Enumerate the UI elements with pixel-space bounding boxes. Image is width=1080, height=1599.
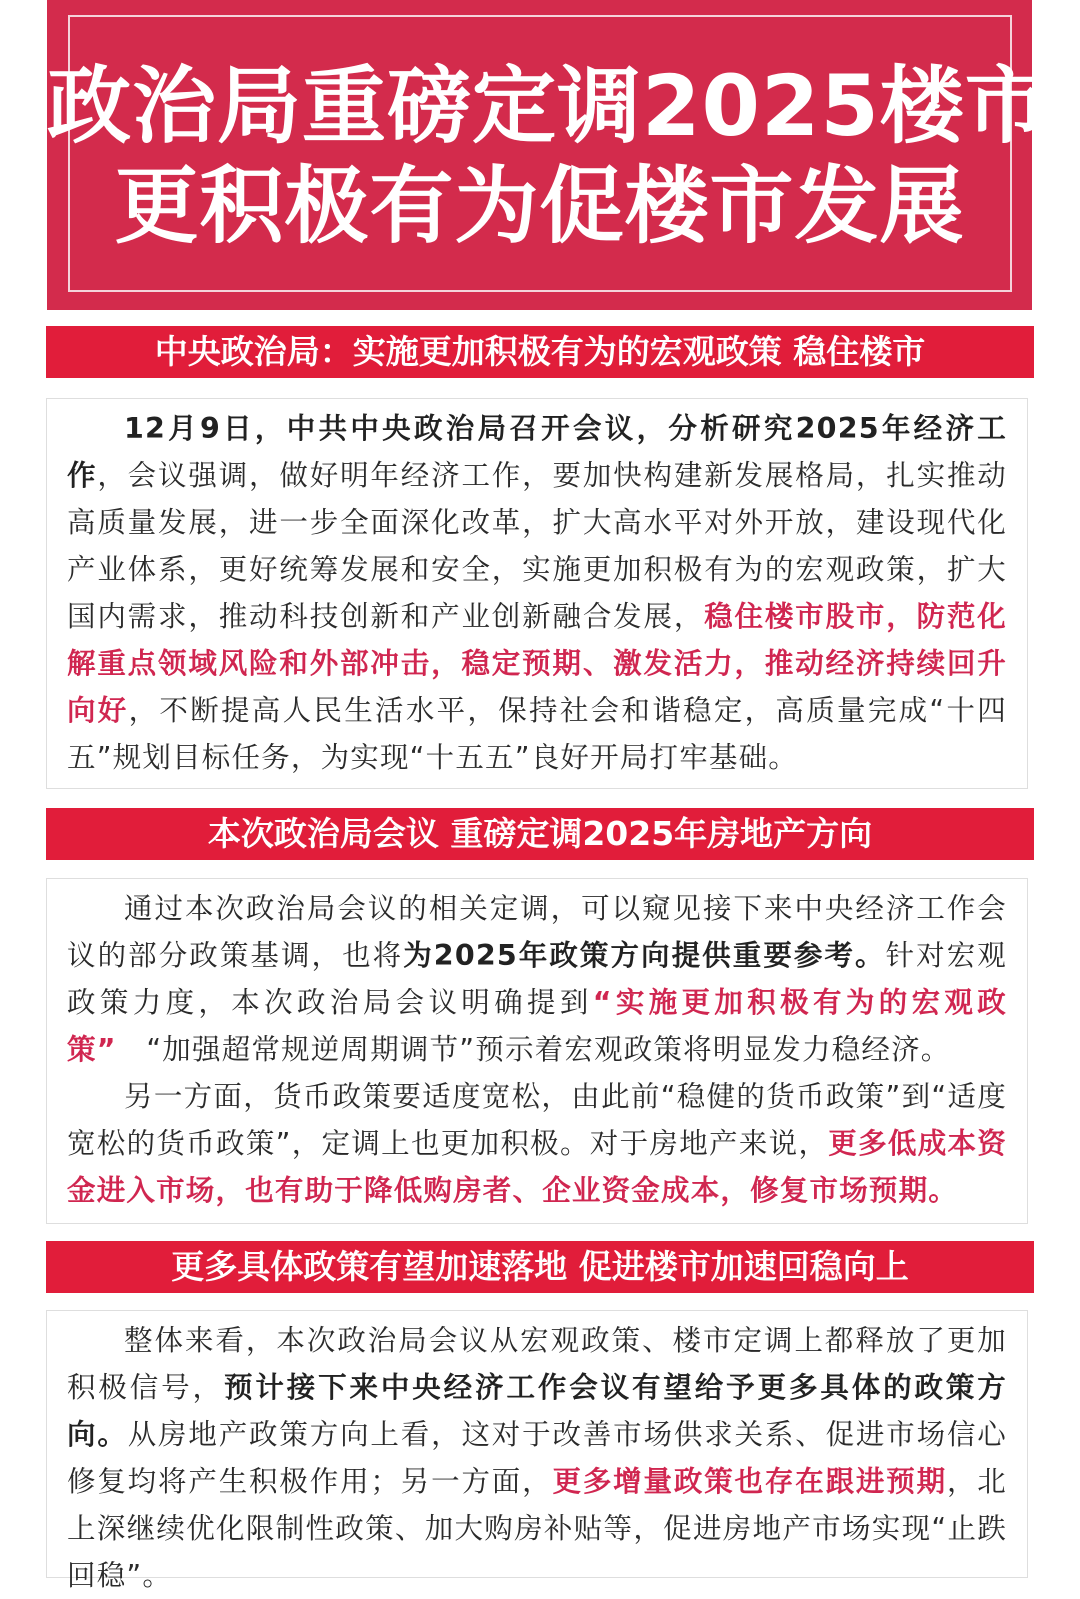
section-body-3 [46, 1310, 1028, 1592]
bold-text: 为2025年政策方向提供重要参考。 [403, 939, 886, 972]
text: 从房地产政策方向上看，这对于改善市场供求关系、促进市场信心修复均将产生积极作用；另一方面， [67, 1418, 1007, 1498]
bold-text: 预计接下来中央经济工作会议有望给予更多具体的政策方向。 [67, 1371, 1007, 1451]
paragraph [67, 885, 1007, 1073]
text: 针对宏观政策力度，本次政治局会议明确提到 [67, 939, 1007, 1019]
section-header-2: 本次政治局会议 重磅定调2025年房地产方向 [46, 808, 1034, 860]
paragraph [67, 1317, 1007, 1599]
section-header-3: 更多具体政策有望加速落地 促进楼市加速回稳向上 [46, 1241, 1034, 1293]
section-body-1 [46, 398, 1028, 789]
section-body-2 [46, 878, 1028, 1224]
text: “加强超常规逆周期调节”预示着宏观政策将明显发力稳经济。 [116, 1033, 951, 1066]
text: ，会议强调，做好明年经济工作，要加快构建新发展格局，扎实推动高质量发展，进一步全面深化改革，扩大高水平对外开放，建设现代化产业体系，更好统筹发展和安全，实施更加积极有为的宏观政策，扩大国内需求，推动科技创新和产业创新融合发展， [67, 459, 1007, 633]
paragraph [67, 1073, 1007, 1214]
highlight-text: “实施更加积极有为的宏观政策” [67, 986, 1007, 1066]
title-banner [47, 0, 1050, 310]
text: ，不断提高人民生活水平，保持社会和谐稳定，高质量完成“十四五”规划目标任务，为实现“十五五”良好开局打牢基础。 [67, 694, 1007, 774]
bold-text: 12月9日，中共中央政治局召开会议，分析研究2025年经济工作 [67, 412, 1007, 492]
text: ，北上深继续优化限制性政策、加大购房补贴等，促进房地产市场实现“止跌回稳”。 [67, 1465, 1007, 1592]
highlight-text: 更多增量政策也存在跟进预期 [552, 1465, 947, 1498]
section-header-1: 中央政治局：实施更加积极有为的宏观政策 稳住楼市 [46, 326, 1034, 378]
text: 通过本次政治局会议的相关定调，可以窥见接下来中央经济工作会议的部分政策基调，也将 [67, 892, 1007, 972]
highlight-text: 稳住楼市股市，防范化解重点领域风险和外部冲击，稳定预期、激发活力，推动经济持续回升向好 [67, 600, 1007, 727]
title-line-1: 政治局重磅定调2025楼市 [47, 57, 1050, 155]
title-line-2: 更积极有为促楼市发展 [114, 157, 965, 255]
text: 另一方面，货币政策要适度宽松，由此前“稳健的货币政策”到“适度宽松的货币政策”，定调上也更加积极。对于房地产来说， [67, 1080, 1007, 1160]
text: 整体来看，本次政治局会议从宏观政策、楼市定调上都释放了更加积极信号， [67, 1324, 1007, 1404]
highlight-text: 更多低成本资金进入市场，也有助于降低购房者、企业资金成本，修复市场预期。 [67, 1127, 1008, 1207]
paragraph [67, 405, 1007, 781]
